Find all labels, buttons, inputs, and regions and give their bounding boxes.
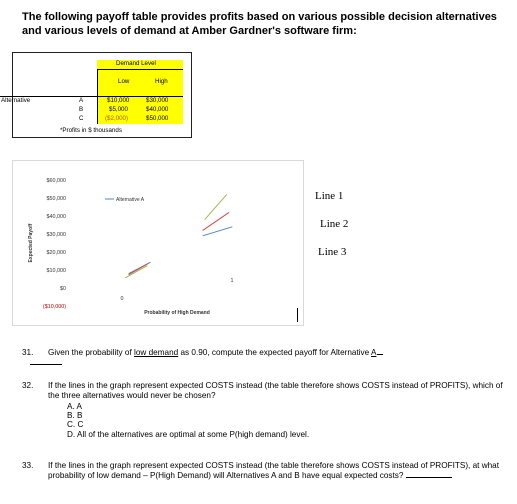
col-rule [97, 69, 98, 124]
col-high: High [155, 78, 168, 85]
q33-text [48, 461, 508, 481]
y-tick-label: $60,000 [46, 178, 66, 184]
q32-option-a[interactable]: A. A [67, 402, 83, 411]
row-c-high: $50,000 [146, 115, 169, 122]
chart-cursor-line [297, 308, 298, 322]
q31-link-low-demand[interactable]: low demand [134, 348, 179, 357]
payoff-footnote: *Profits in $ thousands [60, 127, 122, 134]
y-axis-label: Expected Payoff [28, 223, 34, 263]
row-a-high: $30,000 [146, 97, 169, 104]
demand-level-header: Demand Level [116, 60, 156, 67]
x-tick-label: 0 [120, 296, 124, 302]
payoff-chart [12, 160, 304, 326]
y-tick-label: $30,000 [46, 232, 66, 238]
y-tick-label: $40,000 [46, 214, 66, 220]
y-tick-label: $0 [60, 286, 66, 292]
header-rule [97, 69, 183, 70]
q31-pre: Given the probability of [48, 348, 135, 357]
q31-answer-a[interactable]: A [371, 348, 377, 357]
payoff-table [0, 52, 200, 150]
q32-number: 32. [22, 381, 34, 390]
y-tick-label: $10,000 [46, 268, 66, 274]
q33-number: 33. [22, 461, 34, 470]
side-label-line-1: Line 1 [315, 190, 344, 202]
q31-post: as 0.90, compute the expected payoff for Alternative [178, 348, 372, 357]
side-label-line-2: Line 2 [320, 218, 349, 230]
legend-label: Alternative A [116, 197, 145, 203]
row-c-name: C [79, 115, 84, 122]
chart-area [12, 160, 304, 326]
row-a-low: $10,000 [107, 97, 130, 104]
row-b-high: $40,000 [146, 106, 169, 113]
y-tick-label: ($10,000) [42, 304, 66, 310]
row-a-name: A [79, 97, 84, 104]
chart-frame [13, 161, 304, 326]
row-b-low: $5,000 [109, 106, 128, 113]
intro-text: The following payoff table provides profits based on various possible decision alternatives and various levels of demand at Amber Gardner's software firm: [22, 11, 497, 37]
q32-option-d[interactable]: D. All of the alternatives are optimal at some P(high demand) level. [67, 430, 310, 439]
side-label-line-3: Line 3 [318, 246, 347, 258]
q32-text: If the lines in the graph represent expected COSTS instead (the table therefore shows COSTS instead of PROFITS), which of the three alternatives would never be chosen? [48, 381, 503, 400]
q32-option-c[interactable]: C. C [67, 420, 84, 429]
y-tick-label: $50,000 [46, 196, 66, 202]
q31-number: 31. [22, 348, 34, 357]
q31-answer-line[interactable] [30, 364, 62, 365]
q31-blank[interactable] [377, 354, 383, 355]
row-label: Alternative [1, 97, 31, 104]
q33-answer-blank[interactable] [406, 477, 452, 478]
q33-body: If the lines in the graph represent expected COSTS instead (the table therefore shows COSTS instead of PROFITS), at what probability of low demand – P(High Demand) will Alternatives A and B have equal expected costs? [48, 461, 499, 480]
q32-option-b[interactable]: B. B [67, 411, 83, 420]
x-tick-label: 1 [230, 278, 234, 284]
x-axis-label: Probability of High Demand [144, 310, 210, 316]
y-tick-label: $20,000 [46, 250, 66, 256]
col-low: Low [118, 78, 130, 85]
row-b-name: B [79, 106, 84, 113]
row-c-low: ($2,000) [105, 115, 129, 122]
q31-text [48, 348, 508, 358]
